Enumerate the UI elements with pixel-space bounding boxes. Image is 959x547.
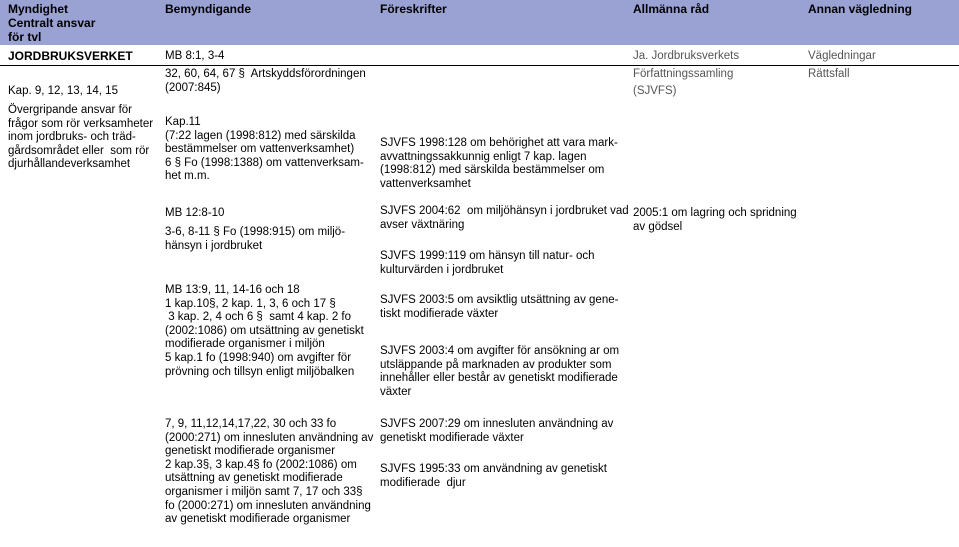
col4-text: (SJVFS) [633, 85, 677, 97]
col4-text: av gödsel [633, 220, 683, 233]
header-annan-vagledning: Annan vägledning [808, 2, 913, 16]
col1-line: gårdsområdet eller som rör [8, 144, 150, 157]
col2-text: 2 kap.3§, 3 kap.4§ fo (2002:1086) om [165, 458, 357, 471]
col2-text: (2002:1086) om utsättning av genetiskt [165, 324, 364, 337]
header-bemyndigande: Bemyndigande [165, 2, 252, 16]
col2-text: fo (2000:271) om innesluten användning [165, 499, 371, 512]
col2-text: organismer i miljön samt 7, 17 och 33§ [165, 486, 363, 498]
col2-text: 7, 9, 11,12,14,17,22, 30 och 33 fo [165, 418, 337, 430]
col2-text: (2000:271) om innesluten användning av [165, 431, 374, 444]
general-advice: Ja. Jordbruksverkets [633, 50, 740, 62]
col3-text: modifierade djur [380, 476, 466, 489]
col3-text: SJVFS 2003:5 om avsiktlig utsättning av gene- [380, 294, 619, 306]
col3-text: avser växtnäring [380, 218, 465, 231]
col3-text: SJVFS 1998:128 om behörighet att vara mark- [380, 137, 618, 149]
mb-ref: MB 8:1, 3-4 [165, 50, 225, 62]
col2-text: 6 § Fo (1998:1388) om vattenverksam- [165, 156, 364, 169]
col2-text: 3-6, 8-11 § Fo (1998:915) om miljö- [165, 226, 346, 238]
col4-text: 2005:1 om lagring och spridning [633, 207, 797, 219]
header-foreskrifter: Föreskrifter [380, 2, 447, 16]
guidance: Vägledningar [808, 50, 876, 62]
col2-text: (2007:845) [165, 81, 221, 94]
col3-text: växter [380, 385, 412, 398]
col1-line: frågor som rör verksamheter [8, 117, 154, 130]
col2-text: Kap.11 [165, 116, 201, 128]
col2-text: het m.m. [165, 170, 210, 183]
col3-text: innehåller eller består av genetiskt modifierade [380, 372, 618, 385]
col3-text: vattenverksamhet [380, 177, 471, 190]
col2-text: (7:22 lagen (1998:812) med särskilda [165, 129, 356, 142]
col3-text: SJVFS 1999:119 om hänsyn till natur- och [380, 250, 595, 262]
col2-text: prövning och tillsyn enligt miljöbalken [165, 365, 355, 378]
col2-text: MB 13:9, 11, 14-16 och 18 [165, 284, 300, 296]
col3-text: utsläppande på marknaden av produkter som [380, 358, 612, 371]
col3-text: genetiskt modifierade växter [380, 431, 524, 444]
header-col1-line3: för tvl [8, 30, 42, 44]
col3-text: (1998:812) med särskilda bestämmelser om [380, 164, 605, 177]
col1-line: Övergripande ansvar för [8, 104, 133, 116]
col2-text: 1 kap.10§, 2 kap. 1, 3, 6 och 17 § [165, 297, 336, 310]
col2-text: utsättning av genetiskt modifierade [165, 472, 343, 485]
col2-text: MB 12:8-10 [165, 207, 225, 219]
col2-text: modifierade organismer i miljön [165, 338, 325, 351]
col2-text: 5 kap.1 fo (1998:940) om avgifter för [165, 352, 352, 364]
col2-text: 32, 60, 64, 67 § Artskyddsförordningen [165, 68, 366, 80]
col2-text: 3 kap. 2, 4 och 6 § samt 4 kap. 2 fo [165, 311, 352, 324]
col2-text: genetiskt modifierade organismer [165, 445, 336, 458]
col1-line: djurhållandeverksamhet [8, 158, 131, 171]
col2-text: hänsyn i jordbruket [165, 239, 263, 252]
col5-text: Rättsfall [808, 68, 850, 80]
col4-text: Författningssamling [633, 68, 734, 80]
col2-text: av genetiskt modifierade organismer [165, 513, 351, 526]
col3-text: tiskt modifierade växter [380, 307, 499, 320]
header-col1-line1: Myndighet [8, 2, 68, 16]
header-col1-line2: Centralt ansvar [8, 16, 96, 30]
col3-text: avvattningssakkunnig enligt 7 kap. lagen [380, 150, 587, 163]
col1-kap: Kap. 9, 12, 13, 14, 15 [8, 85, 118, 97]
col2-text: bestämmelser om vattenverksamhet) [165, 143, 355, 156]
col3-text: SJVFS 2007:29 om innesluten användning av [380, 418, 614, 430]
col3-text: SJVFS 2003:4 om avgifter för ansökning ar om [380, 345, 620, 357]
agency-name: JORDBRUKSVERKET [8, 49, 133, 63]
col3-text: SJVFS 2004:62 om miljöhänsyn i jordbruket vad [380, 205, 629, 217]
header-allmanna-rad: Allmänna råd [633, 2, 710, 16]
col3-text: SJVFS 1995:33 om användning av genetiskt [380, 463, 607, 475]
row-divider [0, 65, 959, 66]
col3-text: kulturvärden i jordbruket [380, 263, 504, 276]
col1-line: inom jordbruks- och träd- [8, 131, 136, 144]
